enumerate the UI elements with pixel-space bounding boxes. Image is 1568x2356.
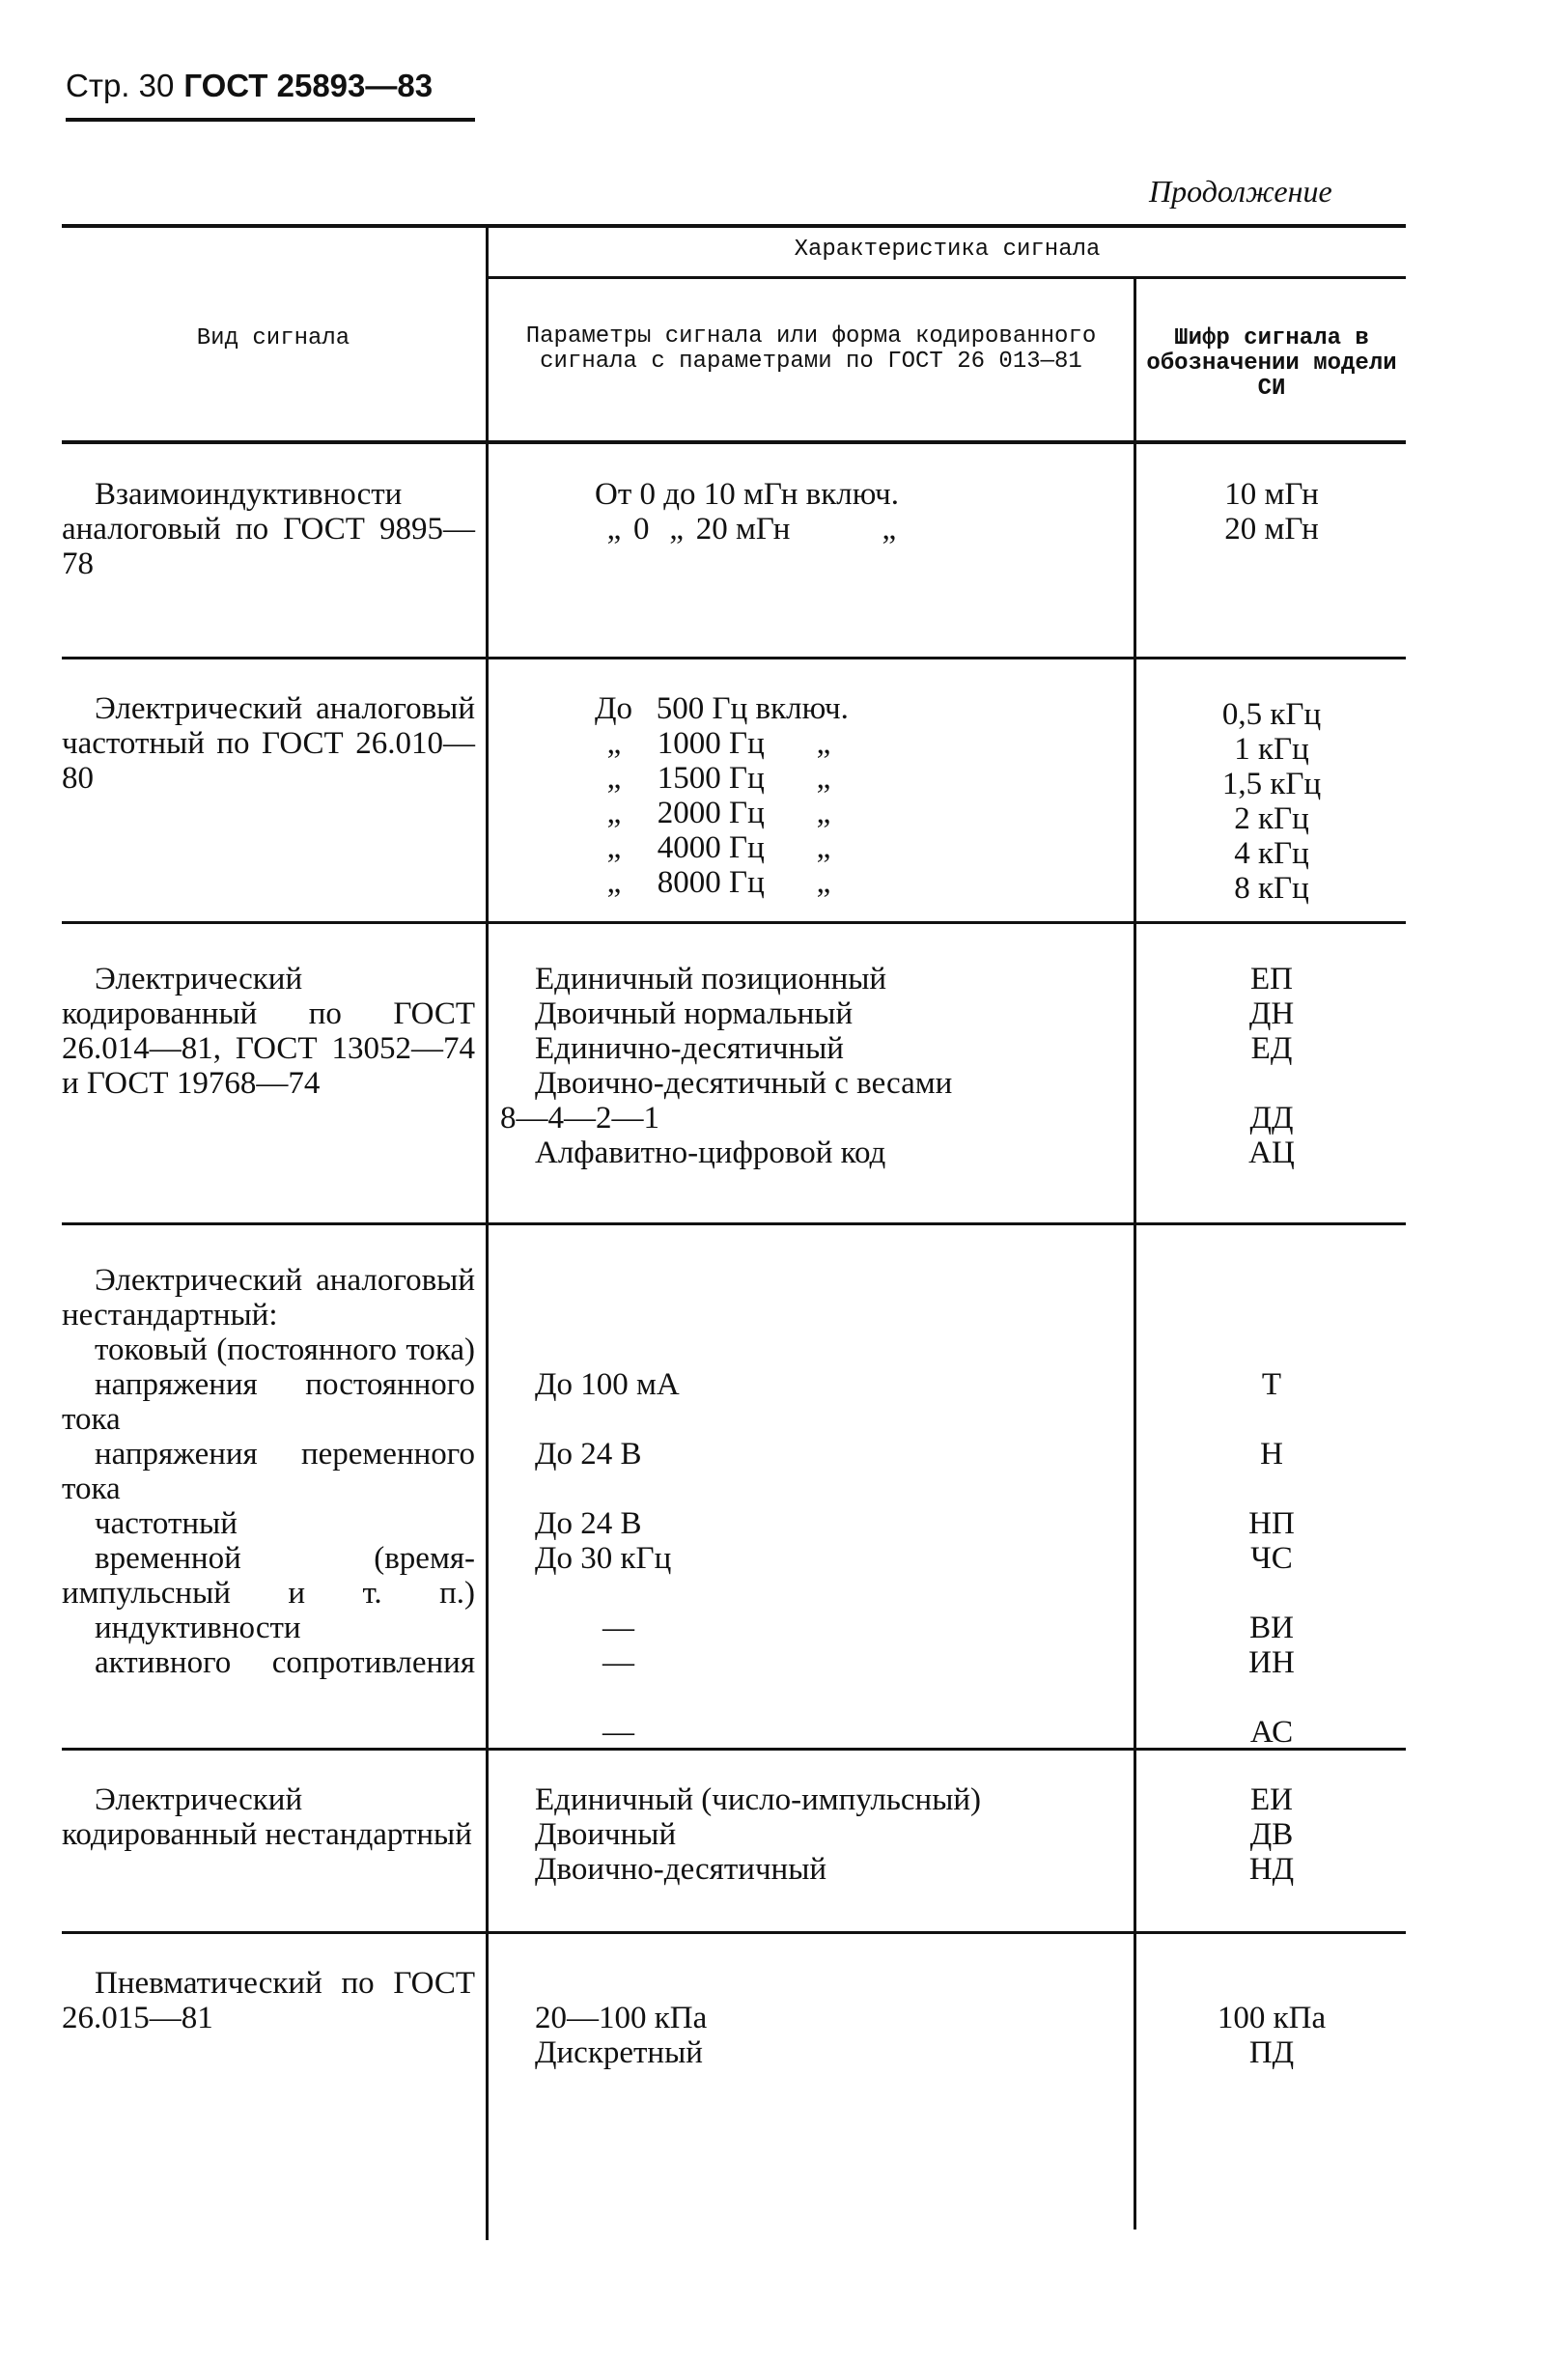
code-line: 8 кГц: [1234, 871, 1309, 906]
param-line: Единичный (число-импульсный): [535, 1782, 982, 1817]
param-value: 2000 Гц: [657, 796, 765, 830]
param-line: До 30 кГц: [535, 1541, 672, 1576]
table-row-codes: [1137, 2001, 1406, 2070]
param-line: [595, 761, 1116, 796]
code-line: НД: [1248, 1852, 1295, 1887]
column-divider: [486, 228, 489, 2240]
code-line: 20 мГн: [1224, 512, 1319, 547]
param-line: 20—100 кПа: [535, 2001, 708, 2035]
type-line: индуктивности: [95, 1611, 301, 1645]
param-line: [595, 726, 1116, 761]
table-top-rule: [62, 224, 1406, 228]
ditto-mark: „: [606, 726, 622, 761]
code-line: НП: [1248, 1506, 1295, 1541]
ditto-mark: „: [606, 512, 622, 547]
table-row-params: [535, 2001, 1114, 2070]
column-divider: [1134, 279, 1136, 2230]
code-line: Т: [1261, 1367, 1282, 1402]
code-line: ИН: [1248, 1645, 1295, 1680]
type-line: временной (время-импульсный и т. п.): [62, 1541, 475, 1611]
param-line: [595, 512, 1116, 547]
ditto-mark: „: [606, 796, 622, 830]
ditto-mark: „: [606, 761, 622, 796]
row-separator: [62, 1222, 1406, 1225]
code-line: 10 мГн: [1224, 477, 1319, 512]
table-row-type: Взаимоиндуктивности аналоговый по ГОСТ 9895—78: [62, 477, 475, 581]
row-separator: [62, 1931, 1406, 1934]
dash-mark: —: [602, 1611, 634, 1645]
table-row-params: [535, 1782, 1114, 1887]
ditto-mark: „: [606, 865, 622, 900]
ditto-mark: „: [816, 830, 831, 865]
row-separator: [62, 921, 1406, 924]
ditto-mark: „: [816, 796, 831, 830]
table-row-codes: [1137, 1782, 1406, 1887]
table-row-codes: [1137, 697, 1406, 906]
param-line: До 24 В: [535, 1437, 642, 1472]
table-row-params: [535, 1367, 1114, 1750]
dash-mark: —: [602, 1645, 634, 1680]
table-row-type: Электрический кодированный по ГОСТ 26.014—81, ГОСТ 13052—74 и ГОСТ 19768—74: [62, 962, 475, 1101]
type-line: частотный: [95, 1506, 238, 1541]
standard-number: ГОСТ 25893—83: [183, 68, 434, 103]
code-line: ДН: [1248, 996, 1295, 1031]
code-line: 100 кПа: [1217, 2001, 1327, 2035]
column-header-params: Параметры сигнала или форма кодированного сигнала с параметрами по ГОСТ 26 013—81: [525, 323, 1097, 375]
group-header-rule: [487, 276, 1406, 279]
param-line: От 0 до 10 мГн включ.: [595, 477, 899, 512]
table-row-type: Электрический аналоговый частотный по ГОСТ 26.010—80: [62, 691, 475, 796]
type-line: напряжения переменного тока: [62, 1437, 475, 1506]
param-value: 0: [633, 512, 650, 547]
table-row-params: [595, 477, 1116, 547]
code-line: АЦ: [1248, 1136, 1295, 1170]
group-header: Характеристика сигнала: [794, 237, 1101, 263]
table-row-params: [595, 691, 1116, 900]
code-line: 1 кГц: [1234, 732, 1309, 767]
header-bottom-rule: [62, 440, 1406, 444]
param-line: [595, 691, 1116, 726]
param-line: Алфавитно-цифровой код: [535, 1136, 886, 1170]
table-row-params: [500, 962, 1118, 1170]
code-line: ПД: [1248, 2035, 1295, 2070]
code-line: ДД: [1249, 1101, 1294, 1136]
code-line: 4 кГц: [1234, 836, 1309, 871]
param-line: До 24 В: [535, 1506, 642, 1541]
code-line: АС: [1249, 1715, 1294, 1750]
param-line: Двоично-десятичный с весами: [535, 1066, 953, 1101]
param-line: [595, 865, 1116, 900]
header-rule: [66, 118, 475, 122]
type-line: активного сопротивления: [95, 1645, 475, 1680]
code-line: 0,5 кГц: [1221, 697, 1322, 732]
param-value: 4000 Гц: [657, 830, 765, 865]
code-line: ЕП: [1250, 962, 1293, 996]
code-line: ВИ: [1249, 1611, 1294, 1645]
param-line: Дискретный: [535, 2035, 703, 2070]
code-line: ДВ: [1249, 1817, 1294, 1852]
param-line: 8—4—2—1: [500, 1101, 659, 1136]
page-number: Стр. 30: [66, 68, 175, 103]
continuation-label: Продолжение: [1149, 174, 1332, 209]
param-value: 1000 Гц: [657, 726, 765, 761]
param-value: 500 Гц включ.: [656, 691, 849, 726]
table-row-codes: [1137, 477, 1406, 547]
type-line: Электрический аналоговый нестандартный:: [62, 1263, 475, 1332]
type-line: токовый (постоянного тока): [95, 1332, 475, 1367]
row-separator: [62, 657, 1406, 659]
param-prefix: До: [595, 691, 633, 726]
code-line: 1,5 кГц: [1221, 767, 1322, 801]
table-row-type: Электрический кодированный нестандартный: [62, 1782, 472, 1852]
param-line: Двоично-десятичный: [535, 1852, 827, 1887]
code-line: ЕИ: [1250, 1782, 1293, 1817]
param-line: Двоичный нормальный: [535, 996, 854, 1031]
table-row-codes: [1137, 962, 1406, 1170]
code-line: Н: [1260, 1437, 1283, 1472]
ditto-mark: „: [606, 830, 622, 865]
column-header-type: Вид сигнала: [196, 325, 350, 351]
dash-mark: —: [602, 1715, 634, 1750]
ditto-mark: „: [816, 865, 831, 900]
param-value: 8000 Гц: [657, 865, 765, 900]
param-line: Единичный позиционный: [535, 962, 887, 996]
param-line: До 100 мА: [535, 1367, 680, 1402]
param-value: 20 мГн: [695, 512, 791, 547]
code-line: 2 кГц: [1234, 801, 1309, 836]
ditto-mark: „: [882, 512, 897, 547]
table-row-type: [62, 1263, 475, 1680]
column-header-code: Шифр сигнала в обозначении модели СИ: [1146, 325, 1397, 402]
ditto-mark: „: [816, 761, 831, 796]
param-line: Единично-десятичный: [535, 1031, 844, 1066]
param-line: [595, 796, 1116, 830]
param-value: 1500 Гц: [657, 761, 765, 796]
param-line: Двоичный: [535, 1817, 677, 1852]
ditto-mark: „: [816, 726, 831, 761]
type-line: напряжения постоянного тока: [62, 1367, 475, 1437]
ditto-mark: „: [669, 512, 685, 547]
code-line: ЕД: [1250, 1031, 1293, 1066]
param-line: [595, 830, 1116, 865]
code-line: ЧС: [1250, 1541, 1293, 1576]
table-row-codes: [1137, 1367, 1406, 1750]
table-row-type: Пневматический по ГОСТ 26.015—81: [62, 1966, 475, 2035]
page-header: [66, 68, 433, 105]
